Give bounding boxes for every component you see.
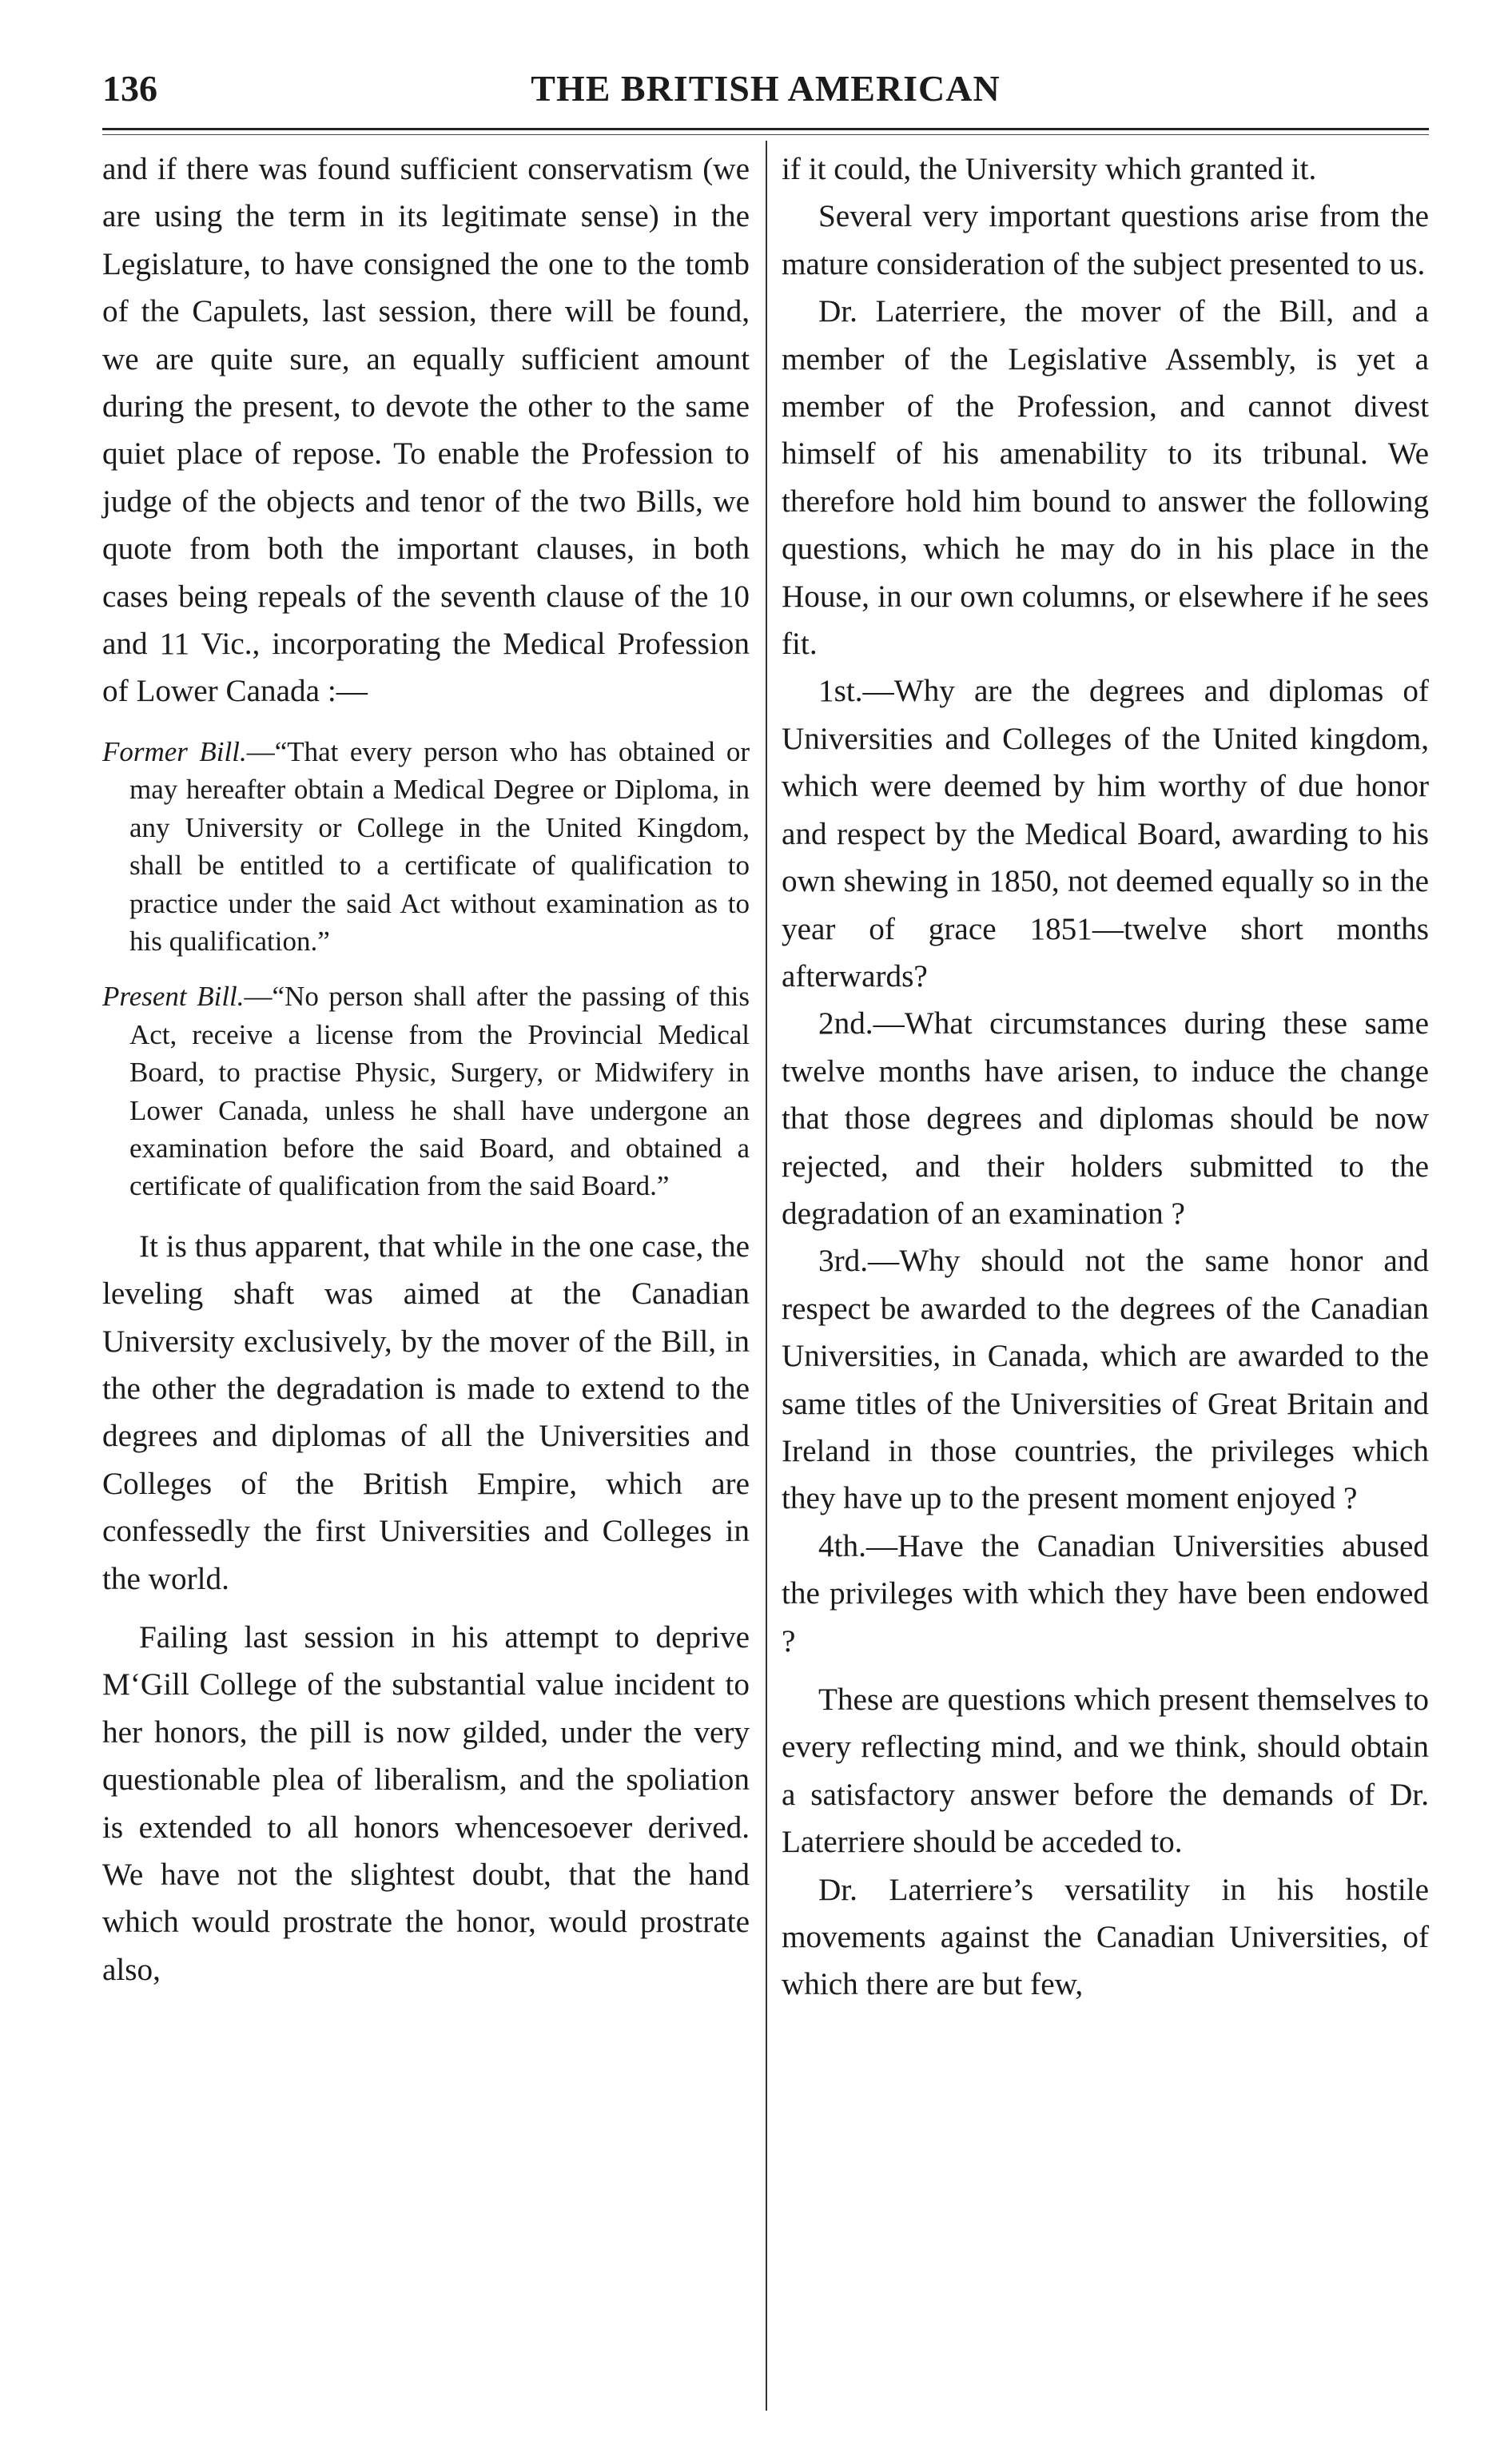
column-divider bbox=[766, 141, 767, 2411]
question-paragraph: 1st.—Why are the degrees and diplomas of Universities and Colleges of the United kingdom, which were deemed by him worthy of due honor and respect by the Medical Board, awarding to his own shewing in 1850, not deemed equally so in the year of grace 1851—twelve short months afterwards? bbox=[782, 674, 1429, 994]
left-column bbox=[102, 145, 750, 1993]
right-column bbox=[782, 145, 1429, 2009]
question-paragraph: 4th.—Have the Canadian Universities abused the privileges with which they have been endowed ? bbox=[782, 1528, 1429, 1659]
paragraph: Dr. Laterriere’s versatility in his hostile movements against the Canadian Universities, of which there are but few, bbox=[782, 1872, 1429, 2002]
running-title: THE BRITISH AMERICAN bbox=[531, 68, 1001, 109]
quote-label: Former Bill. bbox=[102, 735, 247, 767]
quote-former-bill bbox=[102, 733, 750, 960]
header-rule-thin bbox=[102, 134, 1429, 135]
paragraph: if it could, the University which granted it. bbox=[782, 152, 1317, 186]
paragraph: These are questions which present themselves to every reflecting mind, and we think, should obtain a satisfactory answer before the demands of Dr. Laterriere should be acceded to. bbox=[782, 1682, 1429, 1860]
quote-text: —“That every person who has obtained or may hereafter obtain a Medical Degree or Diploma, in any University or College in the United Kingdom, shall be entitled to a certificate of qualification to practice under the said Act without examination as to his qualification.” bbox=[129, 735, 750, 957]
quote-label: Present Bill. bbox=[102, 981, 245, 1013]
paragraph: It is thus apparent, that while in the one case, the leveling shaft was aimed at the Canadian University exclusively, by the mover of the Bill, in the other the degradation is made to extend to the degrees and diplomas of all the Universities and Colleges of the British Empire, which are confessedly the first Universities and Colleges in the world. bbox=[102, 1228, 750, 1596]
question-paragraph: 2nd.—What circumstances during these same twelve months have arisen, to induce the change that those degrees and diplomas should be now rejected, and their holders submitted to the degradation of an examination ? bbox=[782, 1006, 1429, 1231]
quote-present-bill bbox=[102, 978, 750, 1205]
page-number: 136 bbox=[102, 68, 157, 109]
paragraph: Dr. Laterriere, the mover of the Bill, and a member of the Legislative Assembly, is yet a member of the Profession, and cannot divest himself of his amenability to its tribunal. We therefore hold him bound to answer the following questions, which he may do in his place in the House, in our own columns, or elsewhere if he sees fit. bbox=[782, 294, 1429, 662]
paragraph: Several very important questions arise from the mature consideration of the subject presented to us. bbox=[782, 199, 1429, 281]
page-header bbox=[102, 62, 1429, 118]
header-rule bbox=[102, 128, 1429, 130]
quote-text: —“No person shall after the passing of this Act, receive a license from the Provincial Medical Board, to practise Physic, Surgery, or Midwifery in Lower Canada, unless he shall have undergone an examination before the said Board, and obtained a certificate of qualification from the said Board.” bbox=[129, 981, 750, 1202]
paragraph: and if there was found sufficient conservatism (we are using the term in its legitimate sense) in the Legislature, to have consigned the one to the tomb of the Capulets, last session, there will be found, we are quite sure, an equally sufficient amount during the present, to devote the other to the same quiet place of repose. To enable the Profession to judge of the objects and tenor of the two Bills, we quote from both the important clauses, in both cases being repeals of the seventh clause of the 10 and 11 Vic., incorporating the Medical Profession of Lower Canada :— bbox=[102, 152, 750, 709]
question-paragraph: 3rd.—Why should not the same honor and respect be awarded to the degrees of the Canadian Universities, in Canada, which are awarded to the same titles of the Universities of Great Britain and Ireland in those countries, the privileges which they have up to the present moment enjoyed ? bbox=[782, 1244, 1429, 1516]
paragraph: Failing last session in his attempt to deprive M‘Gill College of the substantial value incident to her honors, the pill is now gilded, under the very questionable plea of liberalism, and the spoliation is extended to all honors whencesoever derived. We have not the slightest doubt, that the hand which would prostrate the honor, would prostrate also, bbox=[102, 1620, 750, 1987]
